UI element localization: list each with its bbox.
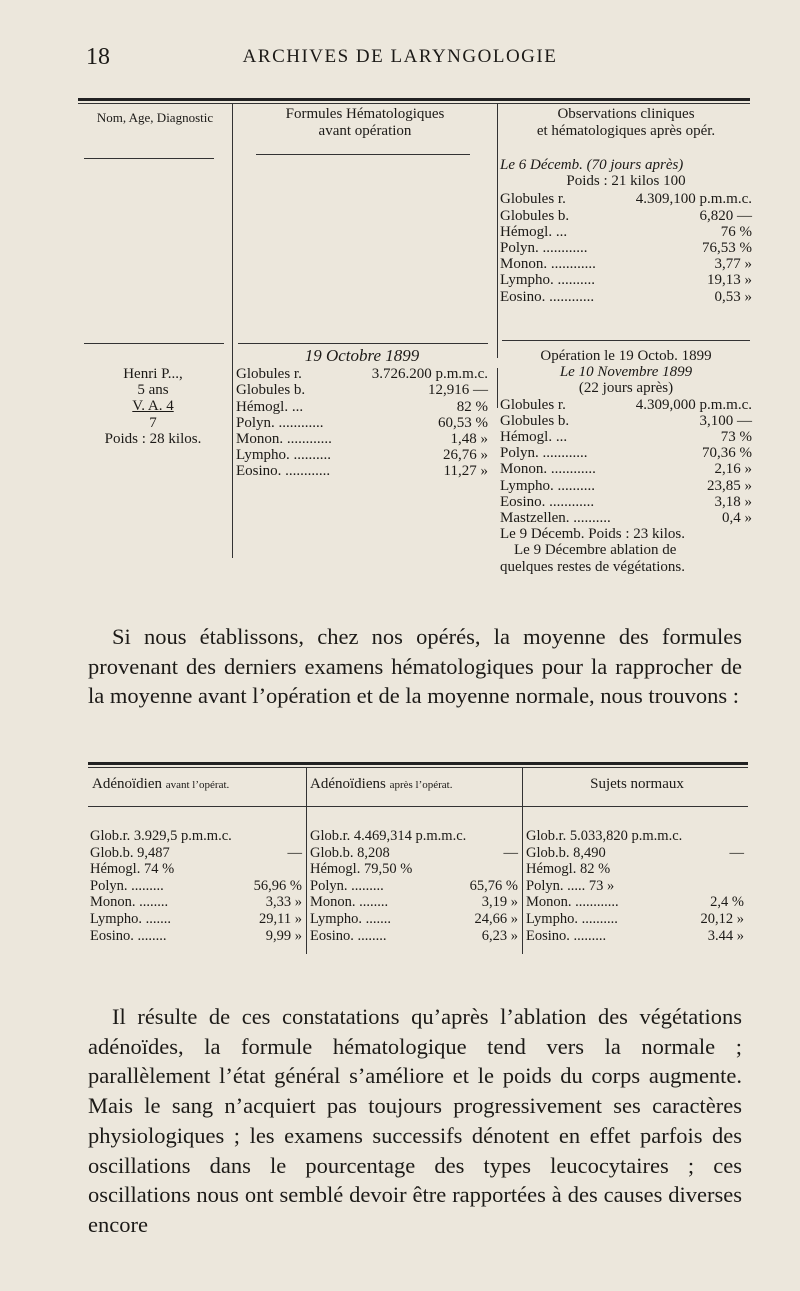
row-value: — [287, 844, 302, 861]
data-row [500, 445, 752, 461]
paragraph-2-text: Il résulte de ces constatations qu’après l’ablation des végétations adénoïdes, la formule hématologique tend vers la normale ; parallèlement l’état général s’améliore et le poids du corps augmente. Mais le sang n’acquiert pas toujours progressivement ses caractères physiologiques ; les examens successifs dénotent en effet parfois des oscillations dans le pourcentage des types leucocytaires ; ces oscillations nous ont semblé devoir être rapportées à des causes diverses encore [88, 1004, 742, 1237]
row-value: 56,96 % [253, 877, 302, 894]
data-row [310, 828, 518, 845]
row-value: 6,23 » [481, 927, 518, 944]
row-label: Glob.b. 8,208 [310, 844, 390, 861]
data-row [500, 510, 752, 526]
after-note-weight: Le 9 Décemb. Poids : 23 kilos. [500, 526, 685, 543]
row-label: Eosino. ............ [236, 463, 331, 480]
patient-info [78, 366, 228, 447]
row-label: Monon. ........ [310, 894, 389, 911]
patient-table [78, 88, 750, 615]
averages-top-rule [88, 762, 748, 765]
row-label: Eosino. ............ [500, 493, 595, 510]
row-label: Monon. ............ [236, 431, 332, 448]
averages-header-rule [88, 806, 748, 807]
data-row [526, 828, 744, 845]
data-row [500, 240, 752, 256]
data-row [90, 894, 302, 911]
after-note-ablation: Le 9 Décembre ablation de [514, 542, 677, 559]
data-row [310, 911, 518, 928]
row-label: Polyn. ......... [310, 877, 384, 894]
data-row [90, 878, 302, 895]
row-value: 3.44 » [707, 927, 744, 944]
row-value: 2,16 » [714, 461, 752, 478]
data-row [500, 478, 752, 494]
row-label: Monon. ........ [90, 894, 169, 911]
row-label: Globules b. [236, 382, 306, 399]
row-value: 23,85 » [707, 477, 752, 494]
row-value: 4.309,100 p.m.m.c. [635, 191, 752, 208]
data-row [310, 894, 518, 911]
row-value: 73 % [720, 429, 752, 446]
header-rule-col1 [84, 158, 214, 159]
data-row [500, 397, 752, 413]
data-row [310, 845, 518, 862]
row-value: 60,53 % [438, 414, 488, 431]
header-formules [236, 106, 494, 140]
data-row [90, 911, 302, 928]
paragraph-1 [88, 622, 742, 711]
patient-diagnosis: V. A. 4 [132, 398, 174, 415]
row-label: Monon. ............ [500, 461, 596, 478]
row-label: Monon. ............ [526, 894, 619, 911]
patient-name: Henri P..., [123, 366, 183, 382]
data-row [236, 447, 488, 463]
row-label: Eosino. ............ [500, 288, 595, 305]
row-value: 29,11 » [259, 910, 302, 927]
row-label: Globules r. [236, 366, 302, 383]
row-value: 3,18 » [714, 493, 752, 510]
averages-top-rule-thin [88, 767, 748, 768]
data-row [90, 928, 302, 945]
header-formules-line1: Formules Hématologiques [285, 106, 445, 122]
row-value: — [503, 844, 518, 861]
row-value: 19,13 » [707, 272, 752, 289]
december-observation [500, 157, 752, 305]
data-row [90, 861, 302, 878]
data-row [500, 256, 752, 272]
row-label: Glob.r. 5.033,820 p.m.m.c. [526, 828, 683, 844]
december-weight: Poids : 21 kilos 100 [566, 173, 686, 190]
row-label: Hémogl. 74 % [90, 861, 175, 878]
data-row [500, 289, 752, 305]
row-label: Eosino. ......... [526, 927, 607, 944]
header-rule-col2 [256, 154, 470, 155]
data-row [236, 399, 488, 415]
header-col2-main: Adénoïdiens [310, 776, 386, 792]
row-label: Lympho. ....... [310, 910, 391, 927]
averages-table [88, 762, 748, 962]
averages-col-after [310, 828, 518, 944]
data-row [236, 382, 488, 398]
data-row [500, 191, 752, 207]
data-row [310, 928, 518, 945]
row-label: Glob.r. 4.469,314 p.m.m.c. [310, 828, 467, 844]
row-label: Polyn. ............ [500, 240, 588, 257]
running-title: ARCHIVES DE LARYNGOLOGIE [242, 46, 558, 67]
data-row [500, 224, 752, 240]
before-operation [236, 348, 488, 480]
row-value: 70,36 % [702, 445, 752, 462]
data-row [526, 928, 744, 945]
data-row [500, 461, 752, 477]
row-label: Hémogl. 82 % [526, 861, 611, 878]
column-divider-1 [232, 104, 233, 558]
row-value: 76 % [720, 223, 752, 240]
row-value: 3,33 » [265, 894, 302, 911]
after-operation [500, 348, 752, 575]
before-date: 19 Octobre 1899 [304, 346, 420, 365]
row-rule-col3 [502, 340, 750, 341]
data-row [310, 861, 518, 878]
row-value: 20,12 » [700, 910, 744, 927]
page-number: 18 [86, 44, 110, 70]
row-label: Polyn. ..... 73 » [526, 877, 615, 894]
row-label: Hémogl. ... [500, 429, 568, 446]
averages-divider-1 [306, 768, 307, 954]
row-value: — [729, 844, 744, 861]
table-top-rule [78, 98, 750, 101]
header-col1-small: avant l’opérat. [165, 779, 230, 791]
averages-col-normal [526, 828, 744, 944]
averages-col-before [90, 828, 302, 944]
header-adenoidiens-apres [310, 776, 453, 793]
row-label: Glob.b. 9,487 [90, 844, 170, 861]
after-note-vegetations: quelques restes de végétations. [500, 558, 685, 575]
averages-divider-2 [522, 768, 523, 954]
row-label: Mastzellen. .......... [500, 510, 611, 527]
after-date: Le 10 Novembre 1899 [559, 364, 693, 381]
data-row [500, 208, 752, 224]
row-rule-col2 [238, 343, 488, 344]
header-formules-line2: avant opération [318, 123, 412, 139]
header-name-age-diagnostic: Nom, Age, Diagnostic [96, 110, 214, 125]
data-row [526, 861, 744, 878]
row-label: Lympho. .......... [500, 272, 596, 289]
data-row [90, 845, 302, 862]
data-row [526, 878, 744, 895]
data-row [500, 494, 752, 510]
header-adenoidien-avant [92, 776, 229, 793]
row-label: Hémogl. ... [500, 223, 568, 240]
row-label: Polyn. ............ [500, 445, 588, 462]
row-value: 3.726.200 p.m.m.c. [371, 366, 488, 383]
row-label: Lympho. .......... [236, 447, 332, 464]
header-col1-main: Adénoïdien [92, 776, 162, 792]
row-label: Polyn. ......... [90, 877, 164, 894]
data-row [236, 431, 488, 447]
data-row [500, 413, 752, 429]
row-value: 0,53 » [714, 288, 752, 305]
row-label: Hémogl. ... [236, 398, 304, 415]
december-date: Le 6 Décemb. (70 jours après) [500, 157, 684, 173]
table-top-rule-thin [78, 103, 750, 104]
row-label: Lympho. ....... [90, 910, 171, 927]
row-value: 11,27 » [443, 463, 488, 480]
row-label: Eosino. ........ [310, 927, 387, 944]
row-label: Glob.r. 3.929,5 p.m.m.c. [90, 828, 232, 844]
header-observations-line1: Observations cliniques [557, 106, 695, 122]
operation-date: Opération le 19 Octob. 1899 [540, 348, 712, 364]
data-row [500, 272, 752, 288]
column-divider-2 [497, 104, 498, 358]
header-observations-line2: et hématologiques après opér. [536, 123, 716, 139]
row-value: 6,820 — [699, 207, 752, 224]
header-col2-small: après l’opérat. [389, 779, 453, 791]
data-row [310, 878, 518, 895]
row-value: 3,100 — [699, 412, 752, 429]
row-label: Lympho. .......... [500, 477, 596, 494]
after-days: (22 jours après) [578, 380, 674, 397]
data-row [90, 828, 302, 845]
row-label: Globules b. [500, 412, 570, 429]
header-observations [498, 106, 754, 140]
data-row [500, 429, 752, 445]
row-label: Monon. ............ [500, 256, 596, 273]
data-row [236, 366, 488, 382]
row-value: 24,66 » [474, 910, 518, 927]
row-label: Globules r. [500, 191, 566, 208]
patient-weight: Poids : 28 kilos. [104, 430, 202, 447]
row-value: 76,53 % [702, 240, 752, 257]
paragraph-2 [88, 1002, 742, 1240]
row-value: 82 % [456, 398, 488, 415]
row-label: Glob.b. 8,490 [526, 844, 606, 861]
data-row [236, 463, 488, 479]
row-label: Globules r. [500, 396, 566, 413]
data-row [526, 894, 744, 911]
row-value: 3,19 » [481, 894, 518, 911]
row-value: 12,916 — [428, 382, 488, 399]
row-label: Lympho. .......... [526, 910, 618, 927]
row-label: Eosino. ........ [90, 927, 167, 944]
row-value: 4.309,000 p.m.m.c. [635, 396, 752, 413]
data-row [526, 845, 744, 862]
row-value: 26,76 » [443, 447, 488, 464]
row-value: 3,77 » [714, 256, 752, 273]
data-row [236, 415, 488, 431]
row-rule-col1 [84, 343, 224, 344]
row-label: Globules b. [500, 207, 570, 224]
patient-diagnosis-sub: 7 [149, 414, 157, 431]
row-value: 9,99 » [265, 927, 302, 944]
row-value: 1,48 » [450, 431, 488, 448]
row-value: 2,4 % [710, 894, 744, 911]
row-label: Hémogl. 79,50 % [310, 861, 413, 878]
row-label: Polyn. ............ [236, 414, 324, 431]
data-row [526, 911, 744, 928]
paragraph-1-text: Si nous établissons, chez nos opérés, la moyenne des formules provenant des derniers examens hématologiques pour la rapprocher de la moyenne avant l’opération et de la moyenne normale, nous trouvons : [88, 624, 742, 709]
row-value: 0,4 » [722, 510, 752, 527]
row-value: 65,76 % [469, 877, 518, 894]
column-divider-2b [497, 368, 498, 408]
header-sujets-normaux: Sujets normaux [590, 776, 684, 792]
patient-age: 5 ans [137, 382, 169, 399]
